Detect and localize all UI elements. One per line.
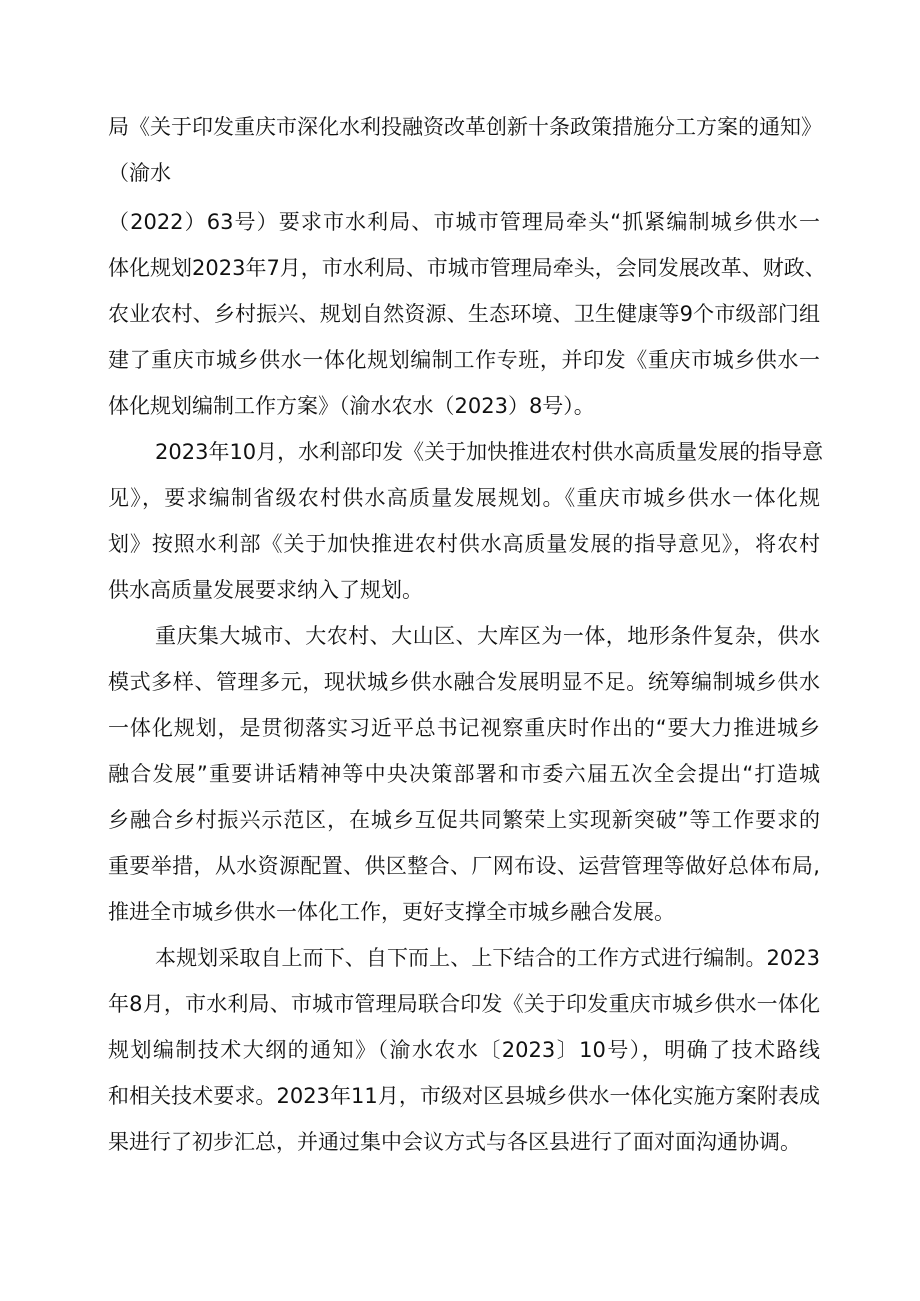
text-line: 推进全市城乡供水一体化工作，更好支撑全市城乡融合发展。 bbox=[108, 900, 675, 924]
paragraph-guidance bbox=[108, 429, 824, 613]
text-line: 见》，要求编制省级农村供水高质量发展规划。《重庆市城乡供水一体化规 bbox=[108, 486, 820, 510]
text-line: 果进行了初步汇总，并通过集中会议方式与各区县进行了面对面沟通协调。 bbox=[108, 1130, 801, 1154]
text-line: 一体化规划，是贯彻落实习近平总书记视察重庆时作出的“要大力推进城乡 bbox=[108, 716, 820, 740]
text-line: 融合发展”重要讲话精神等中央决策部署和市委六届五次全会提出“打造城 bbox=[108, 762, 820, 786]
text-line: 乡融合乡村振兴示范区，在城乡互促共同繁荣上实现新突破”等工作要求的 bbox=[108, 808, 820, 832]
document-body bbox=[108, 105, 826, 1165]
paragraph-process bbox=[108, 935, 820, 1165]
text-line: 划》按照水利部《关于加快推进农村供水高质量发展的指导意见》，将农村 bbox=[108, 532, 820, 556]
text-line: 重庆集大城市、大农村、大山区、大库区为一体，地形条件复杂，供水 bbox=[155, 624, 820, 648]
text-line: 局《关于印发重庆市深化水利投融资改革创新十条政策措施分工方案的通知》 bbox=[108, 115, 822, 139]
text-line: 体化规划2023年7月，市水利局、市城市管理局牵头，会同发展改革、财政、 bbox=[108, 256, 826, 280]
text-line: 2023年10月，水利部印发《关于加快推进农村供水高质量发展的指导意 bbox=[155, 440, 824, 464]
text-line: （2022）63号）要求市水利局、市城市管理局牵头“抓紧编制城乡供水一 bbox=[108, 210, 820, 234]
text-line: （渝水 bbox=[108, 161, 171, 185]
text-line: 农业农村、乡村振兴、规划自然资源、生态环境、卫生健康等9个市级部门组 bbox=[108, 302, 820, 326]
text-line: 本规划采取自上而下、自下而上、上下结合的工作方式进行编制。2023 bbox=[155, 946, 820, 970]
text-line: 模式多样、管理多元，现状城乡供水融合发展明显不足。统筹编制城乡供水 bbox=[108, 670, 820, 694]
text-line: 重要举措，从水资源配置、供区整合、厂网布设、运营管理等做好总体布局, bbox=[108, 854, 820, 878]
paragraph-background bbox=[108, 613, 820, 935]
text-line: 体化规划编制工作方案》（渝水农水（2023）8号）。 bbox=[108, 394, 595, 418]
text-line: 建了重庆市城乡供水一体化规划编制工作专班，并印发《重庆市城乡供水一 bbox=[108, 348, 820, 372]
text-line: 年8月，市水利局、市城市管理局联合印发《关于印发重庆市城乡供水一体化 bbox=[108, 992, 820, 1016]
text-line: 供水高质量发展要求纳入了规划。 bbox=[108, 578, 423, 602]
text-line: 和相关技术要求。2023年11月，市级对区县城乡供水一体化实施方案附表成 bbox=[108, 1084, 820, 1108]
paragraph-continued bbox=[108, 105, 826, 429]
text-line: 规划编制技术大纲的通知》（渝水农水〔2023〕10号），明确了技术路线 bbox=[108, 1038, 820, 1062]
